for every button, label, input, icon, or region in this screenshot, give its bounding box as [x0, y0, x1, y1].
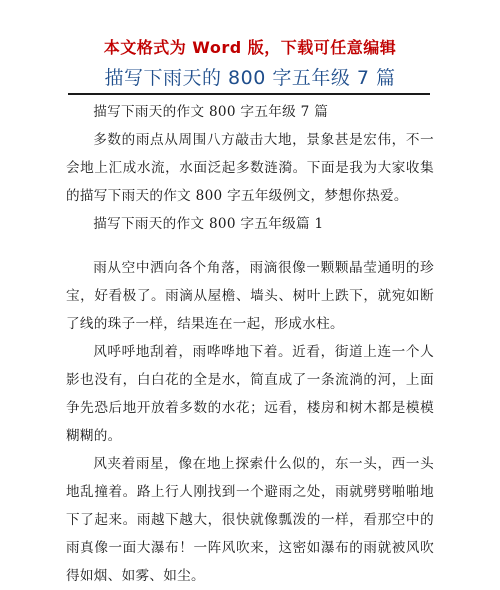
body-paragraph: 雨从空中洒向各个角落，雨滴很像一颗颗晶莹通明的珍宝，好看极了。雨滴从屋檐、墙头、树叶上跌下，就宛如断了线的珠子一样，结果连在一起，形成水柱。: [66, 260, 434, 332]
section-heading: 描写下雨天的作文 800 字五年级篇 1: [93, 216, 324, 232]
document-body: [66, 98, 434, 590]
subtitle-line: 描写下雨天的作文 800 字五年级 7 篇: [93, 104, 329, 120]
format-notice-banner: 本文格式为 Word 版，下载可任意编辑: [103, 38, 397, 57]
intro-paragraph: 多数的雨点从周围八方敲击大地，景象甚是宏伟，不一会地上汇成水流，水面泛起多数涟漪。下面是我为大家收集的描写下雨天的作文 800 字五年级例文，梦想你热爱。: [66, 132, 434, 204]
document-title: 描写下雨天的 800 字五年级 7 篇: [104, 67, 396, 89]
body-paragraph: 风呼呼地刮着，雨哗哗地下着。近看，街道上连一个人影也没有，白白花的全是水，简直成了一条流淌的河，上面争先恐后地开放着多数的水花；远看，楼房和树木都是模模糊糊的。: [66, 344, 434, 444]
body-paragraph: 风夹着雨星，像在地上探索什么似的，东一头，西一头地乱撞着。路上行人刚找到一个避雨之处，雨就劈劈啪啪地下了起来。雨越下越大，很快就像瓢泼的一样，看那空中的雨真像一面大瀑布！一阵风吹来，这密如瀑布的雨就被风吹得如烟、如雾、如尘。: [66, 456, 434, 584]
title-divider: [68, 93, 430, 95]
